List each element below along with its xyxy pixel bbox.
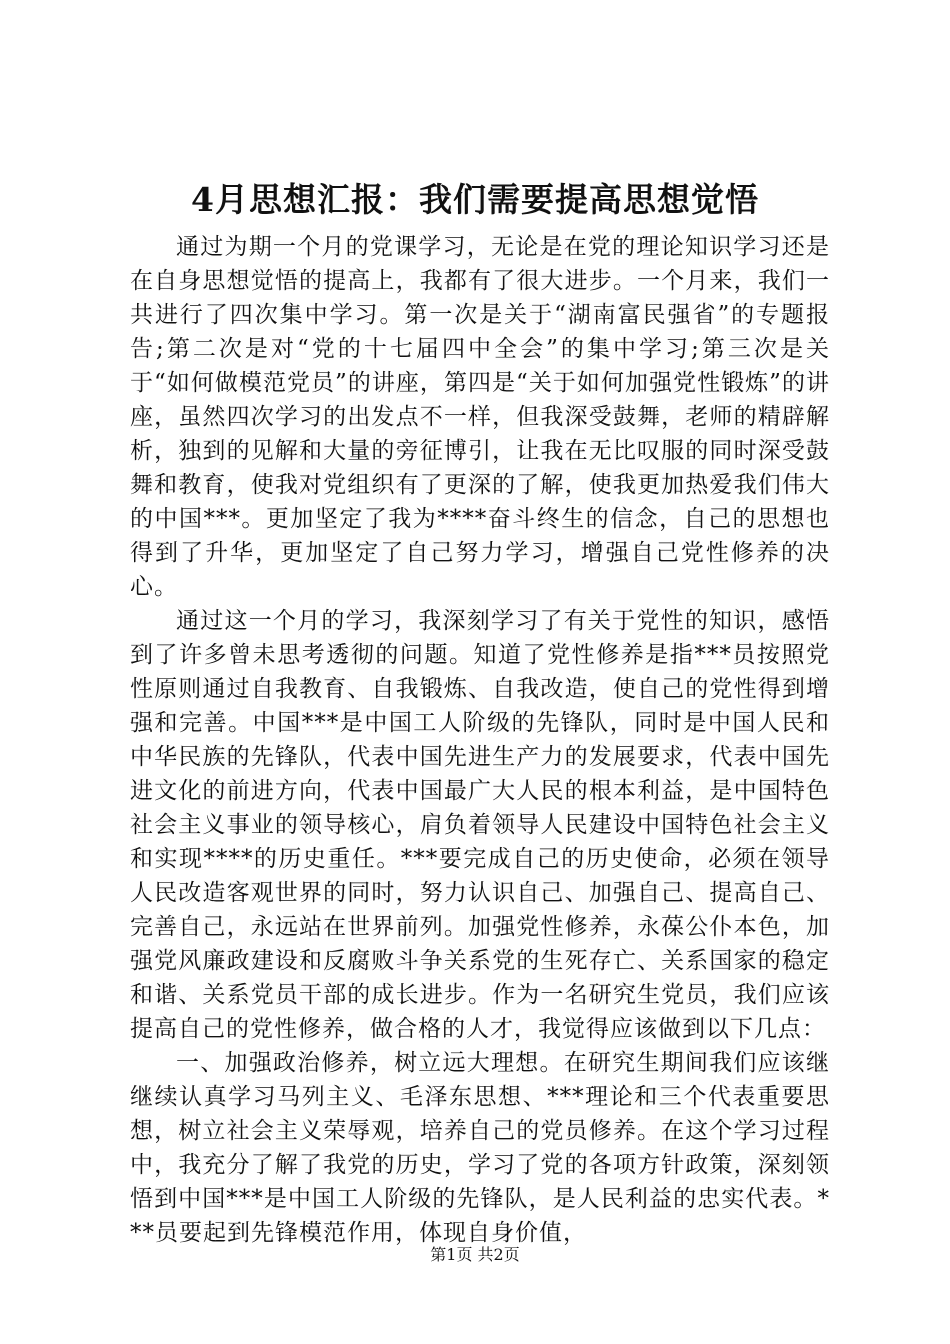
paragraph: 通过这一个月的学习，我深刻学习了有关于党性的知识，感悟到了许多曾未思考透彻的问题。知道了党性修养是指***员按照党性原则通过自我教育、自我锻炼、自我改造，使自己的党性得到增强和完善。中国***是中国工人阶级的先锋队，同时是中国人民和中华民族的先锋队，代表中国先进生产力的发展要求，代表中国先进文化的前进方向，代表中国最广大人民的根本利益，是中国特色社会主义事业的领导核心，肩负着领导人民建设中国特色社会主义和实现****的历史重任。***要完成自己的历史使命，必须在领导人民改造客观世界的同时，努力认识自己、加强自己、提高自己、完善自己，永远站在世界前列。加强党性修养，永葆公仆本色，加强党风廉政建设和反腐败斗争关系党的生死存亡、关系国家的稳定和谐、关系党员干部的成长进步。作为一名研究生党员，我们应该提高自己的党性修养，做合格的人才，我觉得应该做到以下几点： bbox=[130, 608, 830, 1042]
paragraph: 通过为期一个月的党课学习，无论是在党的理论知识学习还是在自身思想觉悟的提高上，我都有了很大进步。一个月来，我们一共进行了四次集中学习。第一次是关于“湖南富民强省”的专题报告;第二次是对“党的十七届四中全会”的集中学习;第三次是关于“如何做模范党员”的讲座，第四是“关于如何加强党性锻炼”的讲座，虽然四次学习的出发点不一样，但我深受鼓舞，老师的精辟解析，独到的见解和大量的旁征博引，让我在无比叹服的同时深受鼓舞和教育，使我对党组织有了更深的了解，使我更加热爱我们伟大的中国***。更加坚定了我为****奋斗终生的信念，自己的思想也得到了升华，更加坚定了自己努力学习，增强自己党性修养的决心。 bbox=[130, 234, 830, 600]
page-number-footer: 第1页 共2页 bbox=[430, 1245, 520, 1264]
document-body bbox=[130, 230, 830, 1250]
document-title: 4月思想汇报：我们需要提高思想觉悟 bbox=[191, 180, 759, 219]
paragraph: 一、加强政治修养，树立远大理想。在研究生期间我们应该继继续认真学习马列主义、毛泽东思想、***理论和三个代表重要思想，树立社会主义荣辱观，培养自己的党员修养。在这个学习过程中，我充分了解了我党的历史，学习了党的各项方针政策，深刻领悟到中国***是中国工人阶级的先锋队，是人民利益的忠实代表。***员要起到先锋模范作用，体现自身价值， bbox=[130, 1050, 830, 1246]
